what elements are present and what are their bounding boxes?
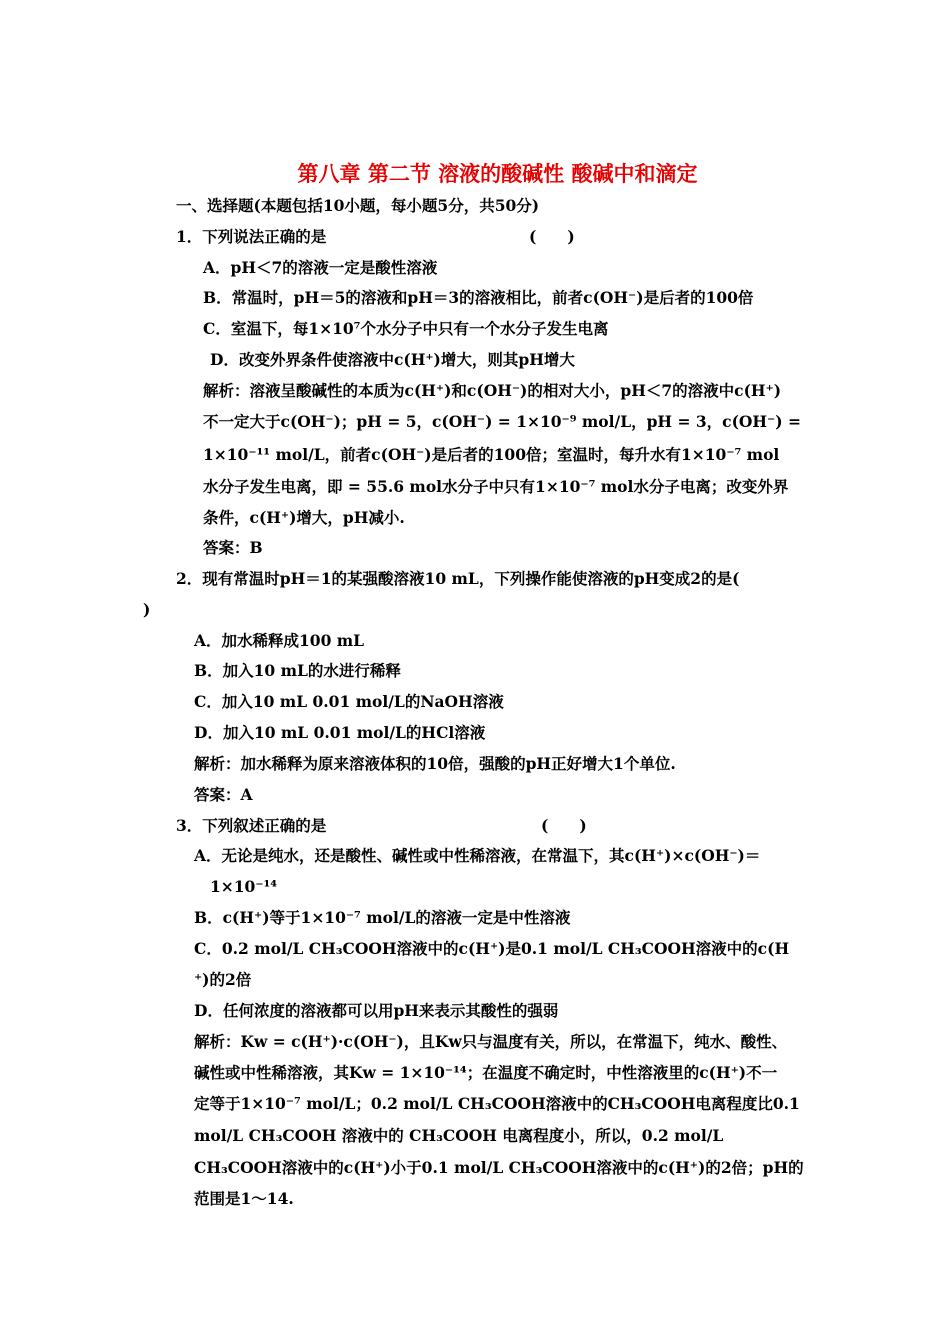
q3-analysis-line: 定等于1×10⁻⁷ mol/L；0.2 mol/L CH₃COOH溶液中的CH₃COOH电离程度比0.1 [194, 1094, 800, 1113]
q3-option-d: D．任何浓度的溶液都可以用pH来表示其酸性的强弱 [194, 1001, 559, 1020]
q1-answer: 答案：B [203, 538, 263, 557]
q3-analysis-line: CH₃COOH溶液中的c(H⁺)小于0.1 mol/L CH₃COOH溶液中的c(H⁺)的2倍；pH的 [194, 1158, 804, 1177]
q1-answer-blank: ( ) [529, 227, 575, 246]
page-title: 第八章 第二节 溶液的酸碱性 酸碱中和滴定 [297, 161, 698, 186]
q3-analysis-line: 碱性或中性稀溶液，其Kw = 1×10⁻¹⁴；在温度不确定时，中性溶液里的c(H⁺)不一 [194, 1063, 778, 1082]
q3-option-c-continuation: ⁺)的2倍 [194, 970, 252, 989]
q2-option-c: C．加入10 mL 0.01 mol/L的NaOH溶液 [194, 692, 504, 711]
q1-option-d: D．改变外界条件使溶液中c(H⁺)增大，则其pH增大 [210, 350, 575, 369]
q3-analysis-line: 解析：Kw = c(H⁺)·c(OH⁻)，且Kw只与温度有关，所以，在常温下，纯水、酸性、 [194, 1032, 788, 1051]
section-header: 一、选择题(本题包括10小题，每小题5分，共50分) [176, 196, 540, 215]
q3-analysis-line: 范围是1～14. [194, 1189, 294, 1208]
q1-option-a: A．pH＜7的溶液一定是酸性溶液 [203, 258, 438, 277]
q2-option-b: B．加入10 mL的水进行稀释 [194, 661, 401, 680]
q1-analysis-line: 条件，c(H⁺)增大，pH减小. [203, 508, 405, 527]
q1-analysis-line: 1×10⁻¹¹ mol/L，前者c(OH⁻)是后者的100倍；室温时，每升水有1×10⁻⁷ mol [203, 445, 780, 464]
q2-stem-continuation: ) [143, 600, 151, 619]
q1-analysis-line: 解析：溶液呈酸碱性的本质为c(H⁺)和c(OH⁻)的相对大小，pH＜7的溶液中c(H⁺) [203, 381, 782, 400]
q3-option-b: B．c(H⁺)等于1×10⁻⁷ mol/L的溶液一定是中性溶液 [194, 908, 571, 927]
q2-option-a: A．加水稀释成100 mL [194, 631, 365, 650]
q1-stem: 1．下列说法正确的是 [176, 227, 327, 246]
q3-analysis-line: mol/L CH₃COOH 溶液中的 CH₃COOH 电离程度小，所以，0.2 mol/L [194, 1126, 724, 1145]
q2-option-d: D．加入10 mL 0.01 mol/L的HCl溶液 [194, 723, 486, 742]
q2-answer: 答案：A [194, 785, 253, 804]
q3-option-a-continuation: 1×10⁻¹⁴ [210, 877, 278, 896]
q1-option-c: C．室温下，每1×10⁷个水分子中只有一个水分子发生电离 [203, 319, 609, 338]
q3-answer-blank: ( ) [541, 816, 587, 835]
q1-option-b: B．常温时，pH＝5的溶液和pH＝3的溶液相比，前者c(OH⁻)是后者的100倍 [203, 288, 754, 307]
q1-analysis-line: 水分子发生电离，即 = 55.6 mol水分子中只有1×10⁻⁷ mol水分子电离；改变外界 [203, 477, 789, 496]
q3-option-a: A．无论是纯水，还是酸性、碱性或中性稀溶液，在常温下，其c(H⁺)×c(OH⁻)＝ [194, 846, 761, 865]
q2-stem: 2．现有常温时pH＝1的某强酸溶液10 mL，下列操作能使溶液的pH变成2的是( [176, 569, 740, 588]
q2-analysis: 解析：加水稀释为原来溶液体积的10倍，强酸的pH正好增大1个单位. [194, 754, 676, 773]
q3-stem: 3．下列叙述正确的是 [176, 816, 327, 835]
q1-analysis-line: 不一定大于c(OH⁻)；pH = 5，c(OH⁻) = 1×10⁻⁹ mol/L，pH = 3，c(OH⁻) = [203, 412, 801, 431]
q3-option-c: C．0.2 mol/L CH₃COOH溶液中的c(H⁺)是0.1 mol/L CH₃COOH溶液中的c(H [194, 939, 790, 958]
